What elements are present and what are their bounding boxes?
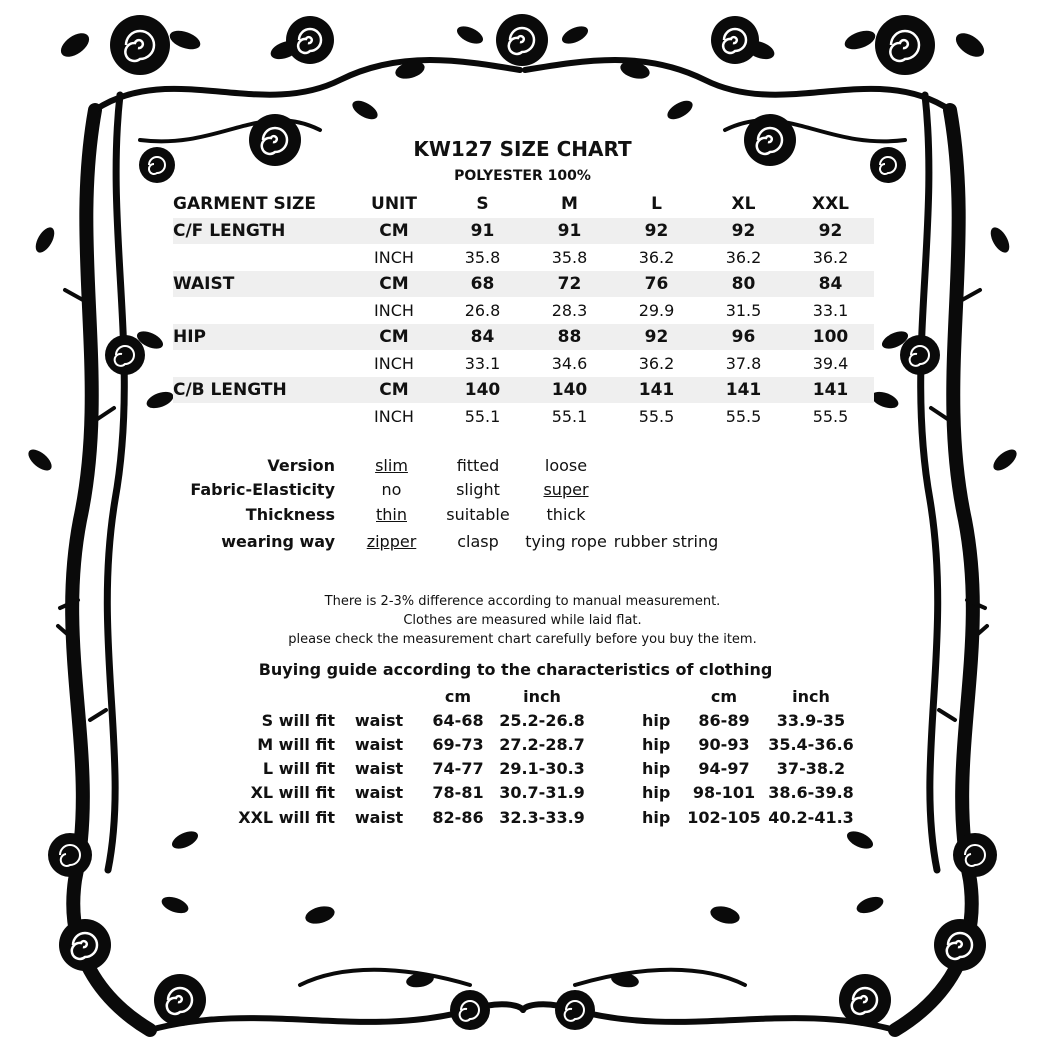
value-cell: 36.2 [613, 244, 700, 271]
guide-spacer [591, 757, 642, 781]
measurement-name-empty [173, 403, 349, 430]
hip-cm: 94-97 [698, 759, 750, 779]
value-cell: 100 [787, 324, 874, 351]
value-cell: 55.5 [700, 403, 787, 430]
guide-unit-inch: inch [523, 686, 561, 706]
guide-spacer [591, 805, 642, 829]
guide-header-empty [591, 684, 642, 708]
fit-label: L will fit [262, 759, 335, 779]
measurement-name-empty [173, 244, 349, 271]
hip-cm: 90-93 [698, 734, 750, 754]
fit-label: XL will fit [250, 783, 335, 803]
attributes-table [170, 453, 722, 557]
waist-cm: 69-73 [432, 734, 484, 754]
hip-inch: 35.4-36.6 [768, 734, 854, 754]
note-line: Clothes are measured while laid flat. [403, 613, 642, 628]
value-cell: 92 [787, 218, 874, 245]
attribute-option: fitted [456, 455, 500, 475]
size-header-l: L [651, 194, 662, 215]
measurement-name: WAIST [173, 271, 349, 298]
table-row [173, 377, 874, 404]
waist-inch: 32.3-33.9 [499, 807, 585, 827]
unit-cell: INCH [349, 350, 439, 377]
attribute-row-elasticity [170, 478, 722, 503]
waist-label: waist [354, 759, 404, 779]
attribute-option: tying rope [525, 532, 607, 551]
attribute-label: Version [267, 455, 335, 475]
material-label: POLYESTER 100% [454, 168, 591, 184]
value-cell: 68 [439, 271, 526, 298]
value-cell: 35.8 [526, 244, 613, 271]
attribute-row-thickness [170, 502, 722, 527]
value-cell: 140 [439, 377, 526, 404]
value-cell: 36.2 [787, 244, 874, 271]
waist-cm: 64-68 [432, 710, 484, 730]
table-row [173, 324, 874, 351]
guide-header-empty [230, 684, 335, 708]
chart-title: KW127 SIZE CHART [413, 137, 632, 161]
waist-label: waist [354, 734, 404, 754]
attribute-option-empty [610, 502, 722, 527]
value-cell: 91 [526, 218, 613, 245]
waist-label: waist [354, 783, 404, 803]
guide-spacer [591, 732, 642, 756]
hip-label: hip [642, 807, 671, 827]
attribute-option-selected: slim [375, 455, 408, 475]
guide-row [230, 757, 856, 781]
table-row [173, 271, 874, 298]
waist-cm: 74-77 [432, 759, 484, 779]
attribute-option-selected: zipper [366, 532, 417, 551]
size-table [173, 191, 874, 430]
measurement-name: HIP [173, 324, 349, 351]
value-cell: 88 [526, 324, 613, 351]
size-header-s: S [476, 194, 489, 215]
attribute-label: Fabric-Elasticity [190, 480, 335, 500]
hip-label: hip [642, 710, 671, 730]
fit-label: XXL will fit [238, 807, 335, 827]
unit-cell: CM [349, 218, 439, 245]
garment-size-header: GARMENT SIZE [173, 194, 316, 215]
fit-label: S will fit [261, 710, 335, 730]
waist-cm: 82-86 [432, 807, 484, 827]
waist-label: waist [354, 710, 404, 730]
value-cell: 55.1 [526, 403, 613, 430]
value-cell: 31.5 [700, 297, 787, 324]
attribute-row-version [170, 453, 722, 478]
value-cell: 91 [439, 218, 526, 245]
table-row [173, 244, 874, 271]
guide-header-empty [642, 684, 682, 708]
hip-inch: 33.9-35 [776, 710, 846, 730]
value-cell: 34.6 [526, 350, 613, 377]
value-cell: 29.9 [613, 297, 700, 324]
hip-inch: 37-38.2 [776, 759, 846, 779]
attribute-label: wearing way [221, 532, 335, 551]
hip-cm: 86-89 [698, 710, 750, 730]
attribute-label: Thickness [245, 504, 335, 524]
attribute-option-empty [610, 453, 722, 478]
value-cell: 36.2 [700, 244, 787, 271]
unit-cell: INCH [349, 403, 439, 430]
unit-cell: CM [349, 324, 439, 351]
value-cell: 26.8 [439, 297, 526, 324]
unit-cell: CM [349, 271, 439, 298]
value-cell: 36.2 [613, 350, 700, 377]
guide-row [230, 732, 856, 756]
value-cell: 141 [613, 377, 700, 404]
value-cell: 76 [613, 271, 700, 298]
value-cell: 39.4 [787, 350, 874, 377]
size-header-xl: XL [731, 194, 756, 215]
unit-cell: INCH [349, 297, 439, 324]
value-cell: 55.5 [787, 403, 874, 430]
waist-inch: 29.1-30.3 [499, 759, 585, 779]
value-cell: 84 [439, 324, 526, 351]
guide-row [230, 708, 856, 732]
hip-cm: 102-105 [687, 807, 761, 827]
attribute-option-selected: thin [376, 504, 407, 524]
guide-spacer [591, 781, 642, 805]
value-cell: 35.8 [439, 244, 526, 271]
waist-inch: 30.7-31.9 [499, 783, 585, 803]
table-row [173, 218, 874, 245]
attribute-option: slight [456, 480, 500, 500]
attribute-option: no [381, 480, 402, 500]
guide-spacer [591, 708, 642, 732]
guide-unit-inch: inch [792, 686, 830, 706]
note-line: please check the measurement chart carefully before you buy the item. [288, 632, 757, 647]
waist-label: waist [354, 807, 404, 827]
unit-cell: CM [349, 377, 439, 404]
measurement-name-empty [173, 297, 349, 324]
hip-label: hip [642, 734, 671, 754]
measurement-name: C/F LENGTH [173, 218, 349, 245]
value-cell: 96 [700, 324, 787, 351]
table-row [173, 297, 874, 324]
value-cell: 92 [613, 218, 700, 245]
unit-header: UNIT [371, 194, 417, 215]
value-cell: 37.8 [700, 350, 787, 377]
hip-cm: 98-101 [692, 783, 756, 803]
guide-header-empty [335, 684, 423, 708]
guide-row [230, 805, 856, 829]
hip-inch: 38.6-39.8 [768, 783, 854, 803]
attribute-option: rubber string [613, 532, 719, 551]
buying-guide-table [230, 684, 856, 829]
waist-inch: 25.2-26.8 [499, 710, 585, 730]
attribute-option: thick [546, 504, 586, 524]
attribute-option-selected: super [543, 480, 589, 500]
hip-inch: 40.2-41.3 [768, 807, 854, 827]
guide-unit-cm: cm [444, 686, 472, 706]
value-cell: 140 [526, 377, 613, 404]
value-cell: 141 [787, 377, 874, 404]
hip-label: hip [642, 759, 671, 779]
table-row [173, 350, 874, 377]
attribute-option: suitable [446, 504, 510, 524]
value-cell: 55.1 [439, 403, 526, 430]
measurement-name: C/B LENGTH [173, 377, 349, 404]
value-cell: 28.3 [526, 297, 613, 324]
size-table-header [173, 191, 874, 218]
note-line: There is 2-3% difference according to manual measurement. [324, 594, 721, 609]
value-cell: 33.1 [787, 297, 874, 324]
value-cell: 55.5 [613, 403, 700, 430]
waist-cm: 78-81 [432, 783, 484, 803]
guide-row [230, 781, 856, 805]
attribute-option: clasp [457, 532, 499, 551]
measurement-name-empty [173, 350, 349, 377]
value-cell: 72 [526, 271, 613, 298]
attribute-row-wearing-way [170, 527, 722, 557]
value-cell: 141 [700, 377, 787, 404]
size-header-xxl: XXL [811, 194, 850, 215]
guide-header-row [230, 684, 856, 708]
unit-cell: INCH [349, 244, 439, 271]
measurement-notes [0, 592, 1045, 649]
value-cell: 84 [787, 271, 874, 298]
buying-guide-title: Buying guide according to the characteristics of clothing [258, 660, 773, 679]
guide-unit-cm: cm [710, 686, 738, 706]
fit-label: M will fit [257, 734, 335, 754]
hip-label: hip [642, 783, 671, 803]
attribute-option-empty [610, 478, 722, 503]
table-row [173, 403, 874, 430]
value-cell: 92 [613, 324, 700, 351]
waist-inch: 27.2-28.7 [499, 734, 585, 754]
value-cell: 92 [700, 218, 787, 245]
attribute-option: loose [544, 455, 588, 475]
value-cell: 80 [700, 271, 787, 298]
value-cell: 33.1 [439, 350, 526, 377]
size-header-m: M [561, 194, 578, 215]
